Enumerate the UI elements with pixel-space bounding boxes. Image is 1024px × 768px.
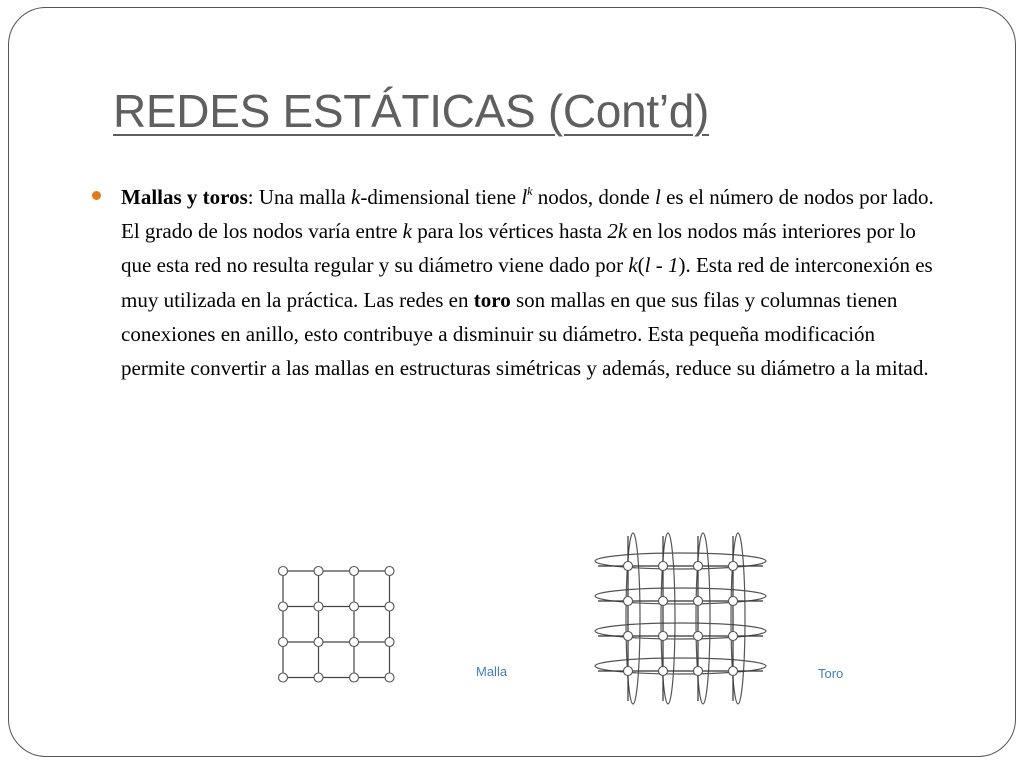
- torus-node: [624, 667, 633, 676]
- mesh-node: [314, 673, 323, 682]
- var-2k: 2k: [607, 219, 628, 244]
- torus-node: [729, 632, 738, 641]
- var-k-exponent: k: [527, 184, 533, 198]
- mesh-node: [314, 638, 323, 647]
- mesh-node: [385, 673, 394, 682]
- mesh-diagram: [270, 560, 400, 690]
- term-toro: toro: [473, 287, 511, 312]
- torus-node: [694, 597, 703, 606]
- torus-node: [659, 562, 668, 571]
- torus-node: [624, 632, 633, 641]
- text-segment: nodos, donde: [532, 185, 655, 209]
- mesh-node: [279, 673, 288, 682]
- formula-inner: l - 1: [644, 253, 679, 278]
- torus-diagram: [590, 532, 770, 707]
- torus-node: [729, 597, 738, 606]
- text-segment: . Esta red de interconexión es muy utilizada en la práctica. Las redes en: [121, 253, 933, 312]
- mesh-node: [350, 638, 359, 647]
- text-colon: :: [247, 185, 254, 209]
- mesh-node: [314, 567, 323, 576]
- var-k: k: [351, 185, 361, 209]
- mesh-node: [350, 602, 359, 611]
- mesh-node: [385, 638, 394, 647]
- mesh-node: [350, 567, 359, 576]
- text-segment: -dimensional tiene: [360, 185, 522, 209]
- term-mallas-y-toros: Mallas y toros: [121, 185, 248, 209]
- formula-paren: (: [637, 253, 645, 278]
- torus-node: [659, 597, 668, 606]
- torus-node: [624, 562, 633, 571]
- torus-node: [694, 562, 703, 571]
- var-l: l: [521, 185, 528, 209]
- text-segment: Una malla: [253, 185, 352, 209]
- torus-node: [729, 562, 738, 571]
- slide-title: REDES ESTÁTICAS (Cont’d): [113, 85, 710, 137]
- torus-node: [729, 667, 738, 676]
- mesh-label: Malla: [476, 664, 508, 679]
- mesh-node: [385, 567, 394, 576]
- bullet-icon: [92, 191, 101, 200]
- var-k: k: [402, 219, 412, 244]
- formula-k: k: [628, 253, 638, 278]
- mesh-node: [279, 638, 288, 647]
- torus-node: [624, 597, 633, 606]
- mesh-node: [350, 673, 359, 682]
- torus-node: [659, 667, 668, 676]
- text-segment: es el número de nodos por lado. El grado de los nodos varía entre: [121, 185, 934, 244]
- mesh-node: [279, 602, 288, 611]
- torus-node: [659, 632, 668, 641]
- mesh-node: [279, 567, 288, 576]
- var-l: l: [654, 185, 661, 209]
- text-segment: en los nodos más interiores por lo que esta red no resulta regular y su diámetro viene dado por: [121, 219, 916, 278]
- body-paragraph: [121, 180, 941, 385]
- torus-label: Toro: [818, 666, 844, 681]
- text-segment: son mallas en que sus filas y columnas tienen conexiones en anillo, esto contribuye a disminuir su diámetro. Esta pequeña modificación permite convertir a las mallas en estructuras simétricas y además, reduce su diámetro a la mitad.: [121, 287, 929, 381]
- torus-node: [694, 632, 703, 641]
- text-segment: para los vértices hasta: [412, 219, 608, 244]
- mesh-node: [314, 602, 323, 611]
- mesh-node: [385, 602, 394, 611]
- formula-paren: ): [678, 253, 686, 278]
- torus-node: [694, 667, 703, 676]
